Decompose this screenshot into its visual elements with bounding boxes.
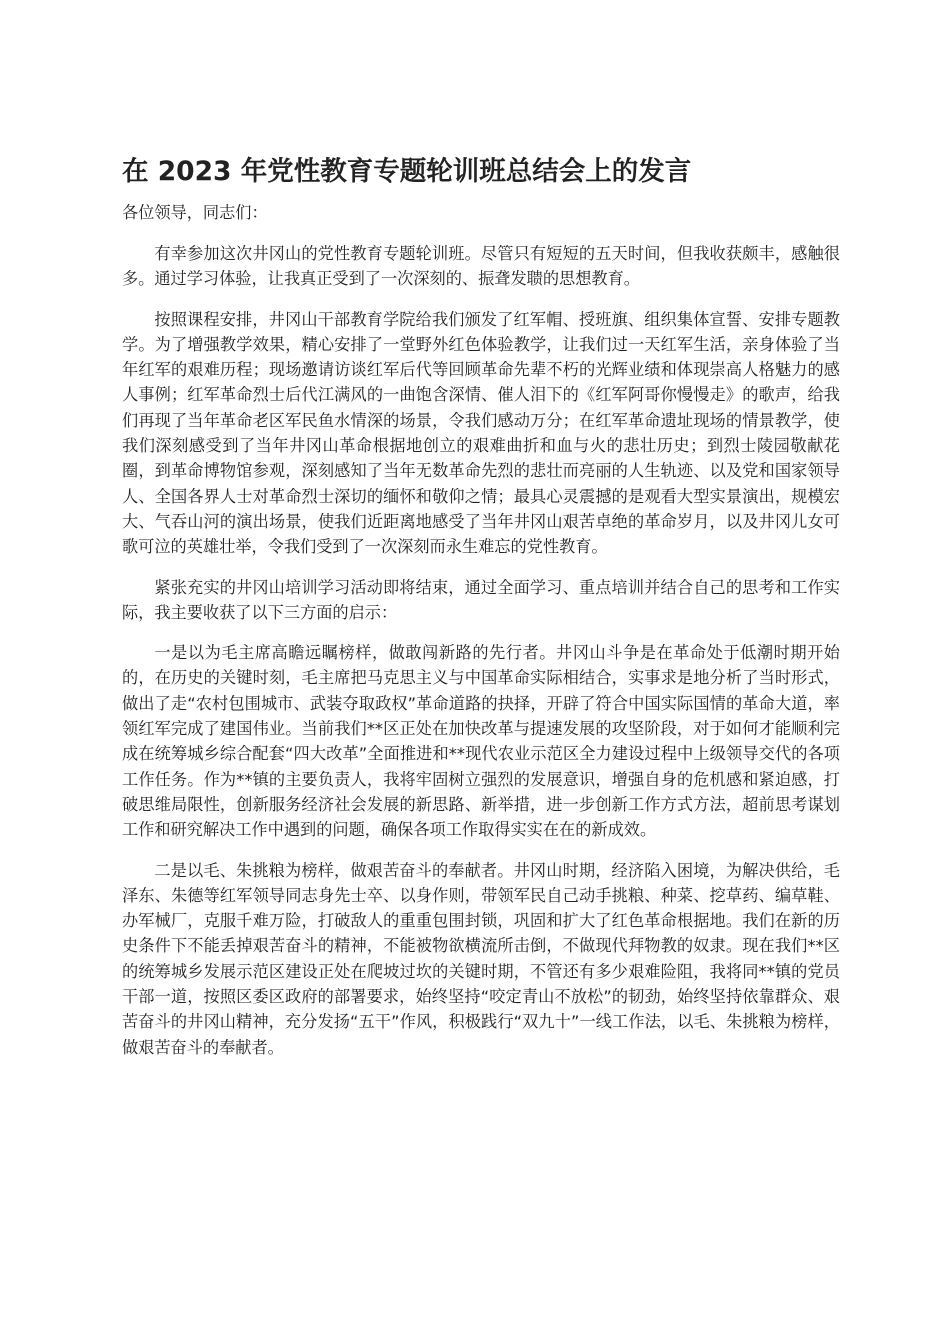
paragraph-insight-two: 二是以毛、朱挑粮为榜样，做艰苦奋斗的奉献者。井冈山时期，经济陷入困境，为解决供给，毛泽东、朱德等红军领导同志身先士卒、以身作则，带领军民自己动手挑粮、种菜、挖草药、编草鞋、办军械厂，克服千难万险，打破敌人的重重包围封锁，巩固和扩大了红色革命根据地。我们在新的历史条件下不能丢掉艰苦奋斗的精神，不能被物欲横流所击倒，不做现代拜物教的奴隶。现在我们**区的统筹城乡发展示范区建设正处在爬坡过坎的关键时期，不管还有多少艰难险阻，我将同**镇的党员干部一道，按照区委区政府的部署要求，始终坚持“咬定青山不放松”的韧劲，始终坚持依靠群众、艰苦奋斗的井冈山精神，充分发扬“五干”作风，积极践行“双九十”一线工作法，以毛、朱挑粮为榜样，做艰苦奋斗的奉献者。	[122, 860, 840, 1057]
paragraph-course-arrangement: 按照课程安排，井冈山干部教育学院给我们颁发了红军帽、授班旗、组织集体宣誓、安排专题教学。为了增强教学效果，精心安排了一堂野外红色体验教学，让我们过一天红军生活，亲身体验了当年红军的艰难历程；现场邀请访谈红军后代等回顾革命先辈不朽的光辉业绩和体现崇高人格魅力的感人事例；红军革命烈士后代江满风的一曲饱含深情、催人泪下的《红军阿哥你慢慢走》的歌声，给我们再现了当年革命老区军民鱼水情深的场景，令我们感动万分；在红军革命遗址现场的情景教学，使我们深刻感受到了当年井冈山革命根据地创立的艰难曲折和血与火的悲壮历史；到烈士陵园敬献花圈，到革命博物馆参观，深刻感知了当年无数革命先烈的悲壮而亮丽的人生轨迹、以及党和国家领导人、全国各界人士对革命烈士深切的缅怀和敬仰之情；最具心灵震撼的是观看大型实景演出，规模宏大、气吞山河的演出场景，使我们近距离地感受了当年井冈山艰苦卓绝的革命岁月，以及井冈儿女可歌可泣的英雄壮举，令我们受到了一次深刻而永生难忘的党性教育。	[122, 309, 840, 557]
document-title: 在 2023 年党性教育专题轮训班总结会上的发言	[122, 156, 692, 187]
salutation: 各位领导，同志们：	[122, 203, 268, 222]
paragraph-three-insights: 紧张充实的井冈山培训学习活动即将结束，通过全面学习、重点培训并结合自己的思考和工作实际，我主要收获了以下三方面的启示：	[122, 577, 840, 622]
paragraph-intro: 有幸参加这次井冈山的党性教育专题轮训班。尽管只有短短的五天时间，但我收获颇丰，感触很多。通过学习体验，让我真正受到了一次深刻的、振聋发聩的思想教育。	[122, 244, 840, 289]
document-page	[122, 150, 840, 1075]
paragraph-insight-one: 一是以为毛主席高瞻远瞩榜样，做敢闯新路的先行者。井冈山斗争是在革命处于低潮时期开始的，在历史的关键时刻，毛主席把马克思主义与中国革命实际相结合，实事求是地分析了当时形式，做出了走“农村包围城市、武装夺取政权”革命道路的抉择，开辟了符合中国实际国情的革命大道，率领红军完成了建国伟业。当前我们**区正处在加快改革与提速发展的攻坚阶段，对于如何才能顺利完成在统筹城乡综合配套“四大改革”全面推进和**现代农业示范区全力建设过程中上级领导交代的各项工作任务。作为**镇的主要负责人，我将牢固树立强烈的发展意识，增强自身的危机感和紧迫感，打破思维局限性，创新服务经济社会发展的新思路、新举措，进一步创新工作方式方法，超前思考谋划工作和研究解决工作中遇到的问题，确保各项工作取得实实在在的新成效。	[122, 643, 840, 840]
